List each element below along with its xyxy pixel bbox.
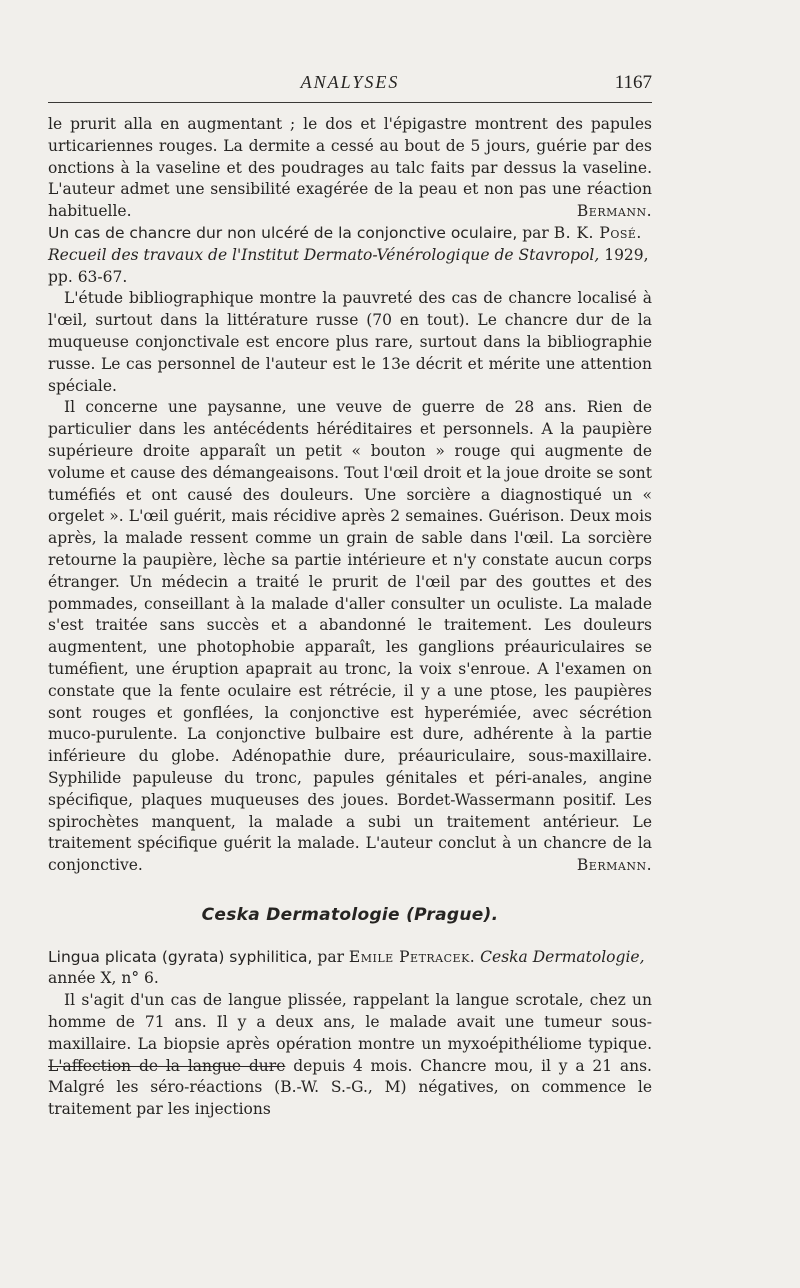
article3-struck-text: L'affection de la langue dure [48, 1056, 286, 1075]
article1-text: le prurit alla en augmentant ; le dos et l'épigastre montrent des papules urticariennes rouges. La dermite a cessé au bout de 5 jours, guérie par des onctions à la vaseline et des poudrages au talc faits par dessus la vaseline. L'auteur admet une sensibilité exagérée de la peau et non pas une réaction habituelle. [48, 115, 652, 221]
article3-details: année X, n° 6. [48, 969, 159, 988]
article3-author: Emile Petracek. [348, 947, 476, 966]
article2-title: Un cas de chancre dur non ulcéré de la conjonctive oculaire, [48, 223, 518, 242]
article2-paragraph-2-text: Il concerne une paysanne, une veuve de guerre de 28 ans. Rien de particulier dans les antécédents héréditaires et personnels. A la paupière supérieure droite apparaît un petit « bouton » rouge qui augmente de volume et cause des démangeaisons. Tout l'œil droit et la joue droite se sont tuméfiés et ont causé des douleurs. Une sorcière a diagnostiqué un « orgelet ». L'œil guérit, mais récidive après 2 semaines. Guérison. Deux mois après, la malade ressent comme un grain de sable dans l'œil. La sorcière retourne la paupière, lèche sa partie intérieure et n'y constate aucun corps étranger. Un médecin a traité le prurit de l'œil par des gouttes et des pommades, conseillant à la malade d'aller consulter un oculiste. La malade s'est traitée sans succès et a abandonné le traitement. Les douleurs augmentent, une photophobie apparaît, les ganglions préauriculaires se tuméfient, une éruption apaprait au tronc, la voix s'enroue. A l'examen on constate que la fente oculaire est rétrécie, il y a une ptose, les paupières sont rouges et gonflées, la conjonctive est hyperémiée, avec sécrétion muco-purulente. La conjonctive bulbaire est dure, adhérente à la partie inférieure du globe. Adénopathie dure, préauriculaire, sous-maxillaire. Syphilide papuleuse du tronc, papules génitales et péri-anales, angine spécifique, plaques muqueuses des joues. Bordet-Wassermann positif. Les spirochètes manquent, la malade a subi un traitement antérieur. Le traitement spécifique guérit la malade. L'auteur conclut à un chancre de la conjonctive. [48, 398, 652, 875]
article3-title-block [48, 947, 652, 991]
article2-paragraph-1: L'étude bibliographique montre la pauvreté des cas de chancre localisé à l'œil, surtout dans la littérature russe (70 en tout). Le chancre dur de la muqueuse conjonctivale est encore plus rare, surtout dans la bibliographie russe. Le cas personnel de l'auteur est le 13e décrit et mérite une attention spéciale. [48, 289, 652, 395]
page-header [48, 72, 652, 102]
article2-by: par [522, 223, 549, 242]
article3-source: Ceska Dermatologie, [480, 947, 645, 966]
page-number: 1167 [614, 72, 652, 93]
article2-signature: Bermann. [576, 856, 652, 875]
article1-tail [48, 114, 652, 223]
body-text [48, 114, 652, 1121]
article3-paragraph-start: Il s'agit d'un cas de langue plissée, rappelant la langue scrotale, chez un homme de 71 ans. Il y a deux ans, le malade avait une tumeur sous-maxillaire. La biopsie après opération montre un myxoépithéliome typique. [48, 991, 652, 1053]
header-rule [48, 102, 652, 103]
article2-author: B. K. Posé. [553, 223, 642, 242]
article2-details: 1929, pp. 63-67. [48, 245, 649, 286]
section-heading: Ceska Dermatologie (Prague). [201, 904, 499, 925]
article3-paragraph [48, 990, 652, 1121]
article3-paragraph-end: depuis 4 mois. Chancre mou, il y a 21 ans. Malgré les séro-réactions (B.-W. S.-G., M) négatives, on commence le traitement par les injections [48, 1056, 652, 1119]
article2-source: Recueil des travaux de l'Institut Dermato-Vénérologique de Stavropol, [48, 245, 600, 264]
article2-title-block [48, 223, 652, 288]
article3-title: Lingua plicata (gyrata) syphilitica, [48, 947, 313, 966]
running-title: ANALYSES [300, 72, 400, 92]
article3-by: par [317, 947, 344, 966]
article2-paragraph-2 [48, 397, 652, 877]
article1-signature: Bermann. [576, 202, 652, 221]
